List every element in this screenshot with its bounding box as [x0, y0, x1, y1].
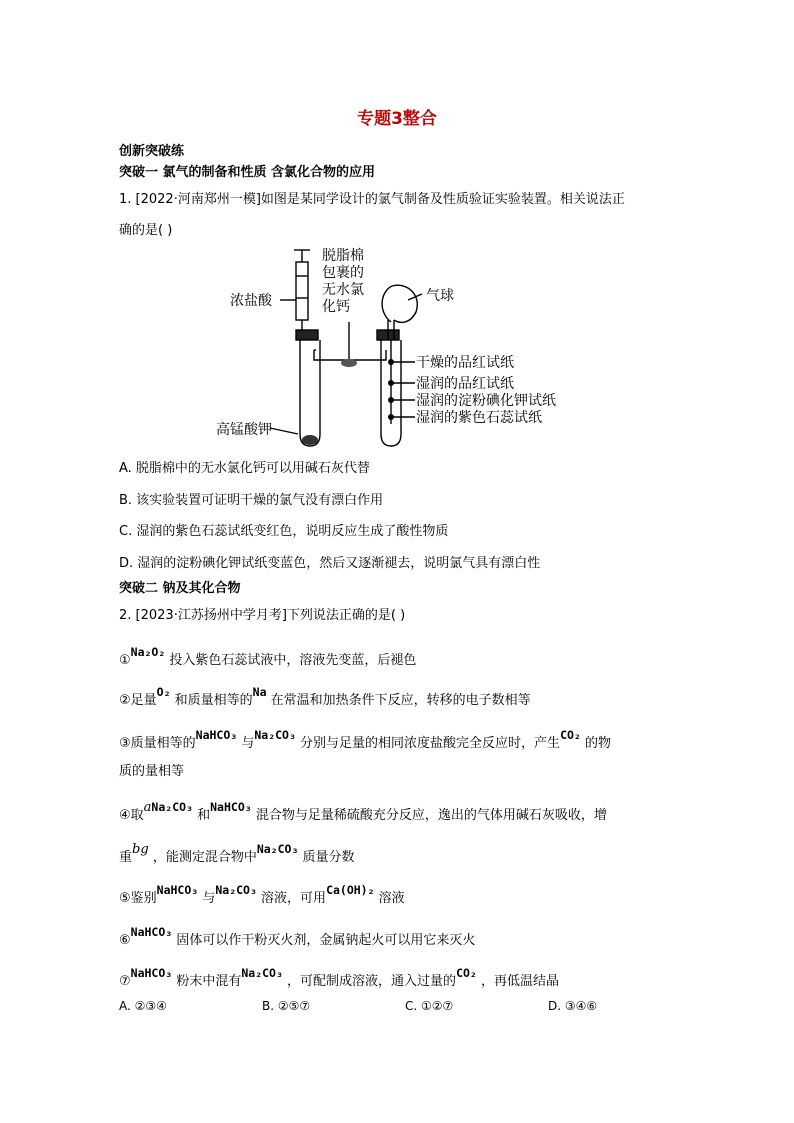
q2-statement-4-line2: 重bg ，能测定混合物中Na₂CO₃ 质量分数 — [119, 842, 355, 865]
label-cotton-3: 无水氯 — [322, 282, 364, 298]
q2-statement-3: ③质量相等的NaHCO₃ 与Na₂CO₃ 分别与足量的相同浓度盐酸完全反应时，产生CO₂ 的物 — [119, 728, 611, 751]
part1-heading: 突破一 氯气的制备和性质 含氯化合物的应用 — [119, 165, 376, 180]
chlorine-apparatus-diagram — [210, 242, 590, 452]
q1-option-a: A. 脱脂棉中的无水氯化钙可以用碱石灰代替 — [119, 461, 370, 476]
q2-statement-3-line2: 质的量相等 — [119, 764, 185, 779]
section-heading: 创新突破练 — [119, 144, 185, 159]
label-cotton-2: 包裹的 — [322, 265, 364, 281]
q2-statement-1: ①Na₂O₂ 投入紫色石蕊试液中，溶液先变蓝，后褪色 — [119, 645, 417, 668]
label-cotton-4: 化钙 — [322, 299, 350, 315]
q1-stem-line1: 1. [2022·河南郑州一模]如图是某同学设计的氯气制备及性质验证实验装置。相关说法正 — [119, 192, 625, 207]
label-cotton-1: 脱脂棉 — [322, 248, 364, 264]
page-title: 专题3整合 — [357, 109, 437, 129]
q2-statement-5: ⑤鉴别NaHCO₃ 与Na₂CO₃ 溶液，可用Ca(OH)₂ 溶液 — [119, 883, 405, 906]
q2-answer-a: A. ②③④ — [119, 999, 167, 1013]
q1-stem-line2: 确的是( ) — [119, 223, 173, 238]
q1-option-b: B. 该实验装置可证明干燥的氯气没有漂白作用 — [119, 493, 384, 508]
label-hcl: 浓盐酸 — [230, 293, 272, 309]
label-balloon: 气球 — [426, 288, 454, 304]
part2-heading: 突破二 钠及其化合物 — [119, 581, 241, 596]
q2-answer-c: C. ①②⑦ — [405, 999, 454, 1013]
label-kmno4: 高锰酸钾 — [216, 422, 272, 438]
q2-answer-d: D. ③④⑥ — [548, 999, 598, 1013]
label-litmus-paper: 湿润的紫色石蕊试纸 — [416, 410, 542, 426]
q2-answer-b: B. ②⑤⑦ — [262, 999, 311, 1013]
q2-statement-4: ④取aNa₂CO₃ 和NaHCO₃ 混合物与足量稀硫酸充分反应，逸出的气体用碱石灰吸收，增 — [119, 800, 607, 823]
q1-option-d: D. 湿润的淀粉碘化钾试纸变蓝色，然后又逐渐褪去，说明氯气具有漂白性 — [119, 556, 541, 571]
q1-option-c: C. 湿润的紫色石蕊试纸变红色，说明反应生成了酸性物质 — [119, 524, 449, 539]
label-wet-paper: 湿润的品红试纸 — [416, 376, 514, 392]
q2-statement-7: ⑦NaHCO₃ 粉末中混有Na₂CO₃ ，可配制成溶液，通入过量的CO₂ ，再低温结晶 — [119, 966, 559, 989]
label-starch-paper: 湿润的淀粉碘化钾试纸 — [416, 393, 556, 409]
q2-statement-6: ⑥NaHCO₃ 固体可以作干粉灭火剂，金属钠起火可以用它来灭火 — [119, 925, 476, 948]
q2-stem: 2. [2023·江苏扬州中学月考]下列说法正确的是( ) — [119, 608, 406, 623]
label-dry-paper: 干燥的品红试纸 — [416, 355, 514, 371]
q2-statement-2: ②足量O₂ 和质量相等的Na 在常温和加热条件下反应，转移的电子数相等 — [119, 685, 531, 708]
